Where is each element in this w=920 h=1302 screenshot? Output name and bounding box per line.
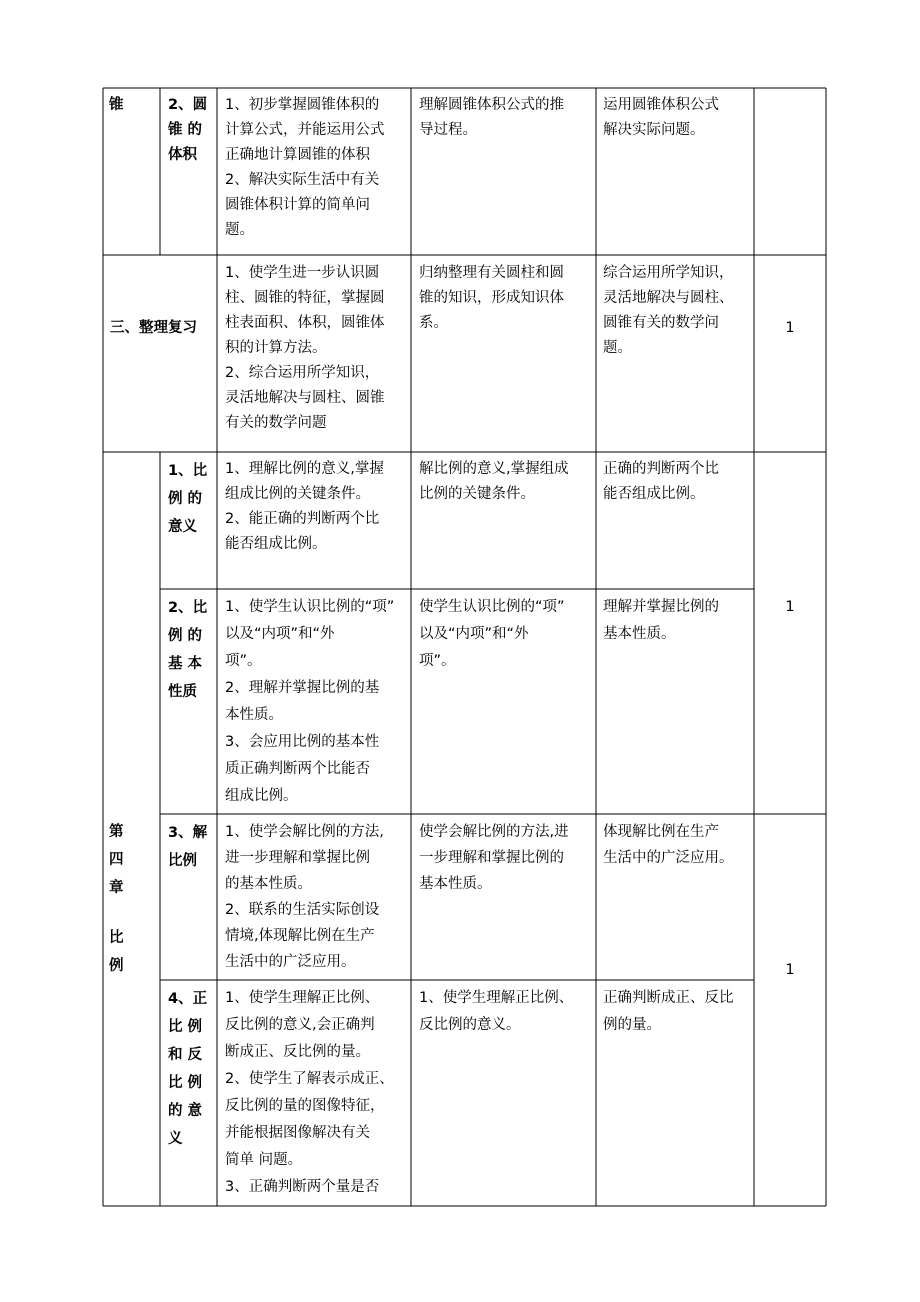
row3-4-hours xyxy=(755,595,825,620)
row5-lesson-line: 3、解 xyxy=(168,825,208,841)
row5-6-hours xyxy=(755,958,825,983)
row1-key-points-line: 导过程。 xyxy=(419,122,477,138)
row4-difficulties-line: 理解并掌握比例的 xyxy=(603,599,719,615)
row3-lesson-line: 1、比 xyxy=(168,463,208,479)
row1-difficulties-line: 运用圆锥体积公式 xyxy=(603,97,719,113)
row4-objectives-line: 2、理解并掌握比例的基 xyxy=(225,680,380,696)
row2-key-points xyxy=(419,261,594,336)
row1-objectives-line: 圆锥体积计算的简单问 xyxy=(225,197,370,213)
chapter4-section-char: 章 xyxy=(109,880,124,896)
row2-objectives-line: 有关的数学问题 xyxy=(225,415,327,431)
row1-lesson xyxy=(168,93,214,168)
row5-objectives-line: 进一步理解和掌握比例 xyxy=(225,850,370,866)
row6-lesson-line: 的 意 xyxy=(168,1103,203,1119)
row6-lesson xyxy=(168,985,214,1153)
row1-objectives-line: 题。 xyxy=(225,222,254,238)
row5-key-points-line: 使学会解比例的方法,进 xyxy=(419,824,569,840)
row3-difficulties xyxy=(603,457,752,507)
row4-objectives-line: 3、会应用比例的基本性 xyxy=(225,734,380,750)
row2-key-points-line: 归纳整理有关圆柱和圆 xyxy=(419,265,564,281)
row1-difficulties-line: 解决实际问题。 xyxy=(603,122,705,138)
row5-key-points-line: 基本性质。 xyxy=(419,876,492,892)
row5-key-points-line: 一步理解和掌握比例的 xyxy=(419,850,564,866)
row2-difficulties xyxy=(603,261,752,361)
row1-difficulties xyxy=(603,93,752,143)
row2-difficulties-line: 题。 xyxy=(603,340,632,356)
row6-objectives-line: 3、正确判断两个量是否 xyxy=(225,1179,380,1195)
row3-key-points xyxy=(419,457,594,507)
chapter4-section-char: 例 xyxy=(109,958,124,974)
row1-lesson-line: 锥 的 xyxy=(168,122,203,138)
row6-objectives-line: 简单 问题。 xyxy=(225,1152,303,1168)
row1-objectives-line: 正确地计算圆锥的体积 xyxy=(225,147,370,163)
chapter4-section-char: 四 xyxy=(109,852,124,868)
row2-objectives-line: 灵活地解决与圆柱、圆锥 xyxy=(225,390,385,406)
row2-objectives xyxy=(225,261,409,436)
row4-key-points-line: 使学生认识比例的“项” xyxy=(419,599,565,615)
row3-objectives xyxy=(225,457,409,557)
row2-section-line: 三、整理复习 xyxy=(110,320,197,336)
row6-objectives-line: 反比例的意义,会正确判 xyxy=(225,1017,375,1033)
row3-lesson-line: 例 的 xyxy=(168,491,203,507)
row3-objectives-line: 能否组成比例。 xyxy=(225,536,327,552)
row5-objectives-line: 情境,体现解比例在生产 xyxy=(225,928,375,944)
row6-objectives xyxy=(225,985,409,1201)
row1-objectives-line: 计算公式，并能运用公式 xyxy=(225,122,385,138)
row2-objectives-line: 柱表面积、体积，圆锥体 xyxy=(225,315,385,331)
row5-difficulties-line: 体现解比例在生产 xyxy=(603,824,719,840)
row4-key-points xyxy=(419,594,594,675)
row6-objectives-line: 1、使学生理解正比例、 xyxy=(225,990,380,1006)
row6-objectives-line: 反比例的量的图像特征， xyxy=(225,1098,385,1114)
row2-objectives-line: 2、综合运用所学知识， xyxy=(225,365,380,381)
row6-lesson-line: 比 例 xyxy=(168,1019,203,1035)
row5-objectives-line: 生活中的广泛应用。 xyxy=(225,954,356,970)
row4-lesson xyxy=(168,594,214,706)
row3-difficulties-line: 能否组成比例。 xyxy=(603,486,705,502)
row6-lesson-line: 义 xyxy=(168,1131,183,1147)
row6-difficulties-line: 正确判断成正、反比 xyxy=(603,990,734,1006)
row4-objectives xyxy=(225,594,409,810)
row4-objectives-line: 本性质。 xyxy=(225,707,283,723)
row6-objectives-line: 并能根据图像解决有关 xyxy=(225,1125,370,1141)
row5-difficulties-line: 生活中的广泛应用。 xyxy=(603,850,734,866)
row6-key-points xyxy=(419,985,594,1039)
row2-section xyxy=(110,316,215,341)
row3-key-points-line: 比例的关键条件。 xyxy=(419,486,535,502)
row4-objectives-line: 质正确判断两个比能否 xyxy=(225,761,370,777)
row2-objectives-line: 柱、圆锥的特征，掌握圆 xyxy=(225,290,385,306)
row3-objectives-line: 2、能正确的判断两个比 xyxy=(225,511,380,527)
chapter4-section-char: 第 xyxy=(109,824,124,840)
row1-section-line: 锥 xyxy=(109,97,124,113)
row4-objectives-line: 项”。 xyxy=(225,653,262,669)
row5-difficulties xyxy=(603,819,752,871)
row5-objectives xyxy=(225,819,409,975)
row5-6-hours-value: 1 xyxy=(785,962,795,978)
row4-difficulties xyxy=(603,594,752,648)
row3-objectives-line: 组成比例的关键条件。 xyxy=(225,486,370,502)
row6-difficulties-line: 例的量。 xyxy=(603,1017,661,1033)
row3-4-hours-value: 1 xyxy=(785,599,795,615)
row4-objectives-line: 1、使学生认识比例的“项” xyxy=(225,599,395,615)
row5-objectives-line: 1、使学会解比例的方法, xyxy=(225,824,384,840)
chapter4-section-gap xyxy=(109,902,157,924)
row5-lesson-line: 比例 xyxy=(168,853,197,869)
row2-objectives-line: 积的计算方法。 xyxy=(225,340,327,356)
row4-difficulties-line: 基本性质。 xyxy=(603,626,676,642)
row6-key-points-line: 反比例的意义。 xyxy=(419,1017,521,1033)
row1-lesson-line: 2、圆 xyxy=(168,97,208,113)
row1-section xyxy=(109,93,157,118)
row2-difficulties-line: 灵活地解决与圆柱、 xyxy=(603,290,734,306)
chapter4-section-char: 比 xyxy=(109,930,124,946)
row2-hours-value: 1 xyxy=(785,320,795,336)
row4-lesson-line: 性质 xyxy=(168,684,197,700)
row4-lesson-line: 2、比 xyxy=(168,600,208,616)
row1-lesson-line: 体积 xyxy=(168,147,197,163)
row6-objectives-line: 2、使学生了解表示成正、 xyxy=(225,1071,394,1087)
row1-key-points-line: 理解圆锥体积公式的推 xyxy=(419,97,564,113)
row6-lesson-line: 比 例 xyxy=(168,1075,203,1091)
row5-objectives-line: 2、联系的生活实际创设 xyxy=(225,902,380,918)
row2-difficulties-line: 综合运用所学知识， xyxy=(603,265,734,281)
row1-objectives-line: 2、解决实际生活中有关 xyxy=(225,172,380,188)
row4-objectives-line: 组成比例。 xyxy=(225,788,298,804)
row5-key-points xyxy=(419,819,594,897)
row3-objectives-line: 1、理解比例的意义,掌握 xyxy=(225,461,384,477)
row6-key-points-line: 1、使学生理解正比例、 xyxy=(419,990,574,1006)
row3-lesson-line: 意义 xyxy=(168,519,197,535)
row6-lesson-line: 4、正 xyxy=(168,991,208,1007)
row2-difficulties-line: 圆锥有关的数学问 xyxy=(603,315,719,331)
row2-key-points-line: 锥的知识，形成知识体 xyxy=(419,290,564,306)
row4-objectives-line: 以及“内项”和“外 xyxy=(225,626,335,642)
row3-key-points-line: 解比例的意义,掌握组成 xyxy=(419,461,569,477)
row6-objectives-line: 断成正、反比例的量。 xyxy=(225,1044,370,1060)
chapter4-section xyxy=(109,818,157,980)
row4-key-points-line: 项”。 xyxy=(419,653,456,669)
row2-key-points-line: 系。 xyxy=(419,315,448,331)
row1-objectives xyxy=(225,93,409,243)
row5-lesson xyxy=(168,819,214,875)
row4-key-points-line: 以及“内项”和“外 xyxy=(419,626,529,642)
row3-lesson xyxy=(168,457,214,541)
row6-difficulties xyxy=(603,985,752,1039)
row3-difficulties-line: 正确的判断两个比 xyxy=(603,461,719,477)
row6-lesson-line: 和 反 xyxy=(168,1047,203,1063)
row4-lesson-line: 例 的 xyxy=(168,628,203,644)
row5-objectives-line: 的基本性质。 xyxy=(225,876,312,892)
row1-key-points xyxy=(419,93,594,143)
row1-objectives-line: 1、初步掌握圆锥体积的 xyxy=(225,97,380,113)
row2-objectives-line: 1、使学生进一步认识圆 xyxy=(225,265,380,281)
row4-lesson-line: 基 本 xyxy=(168,656,203,672)
row2-hours xyxy=(755,316,825,341)
